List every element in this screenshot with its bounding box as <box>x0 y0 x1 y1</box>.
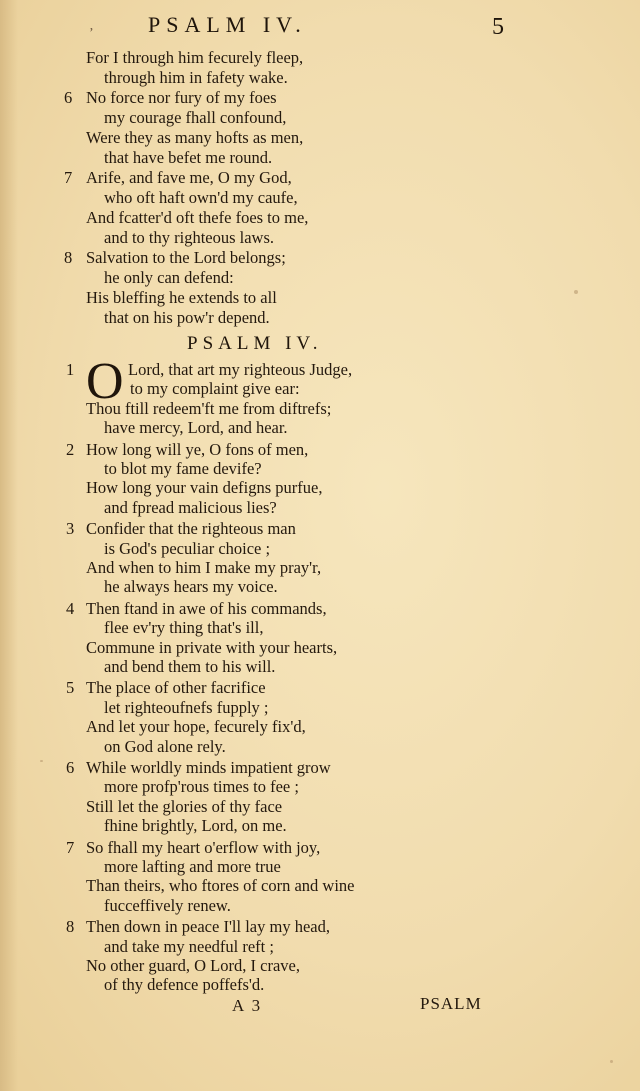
verse-line: Arife, and fave me, O my God, <box>86 168 292 187</box>
verse-line: and fpread malicious lies? <box>104 497 277 517</box>
verse-line: Confider that the righteous man <box>86 519 296 539</box>
verse-line: of thy defence poffefs'd. <box>104 975 265 995</box>
verse-line: who oft haft own'd my caufe, <box>104 188 298 207</box>
verse-line: His bleffing he extends to all <box>86 288 277 307</box>
verse-number: 5 <box>66 678 75 698</box>
verse-line: through him in fafety wake. <box>104 68 288 87</box>
verse-line: fucceffively renew. <box>104 895 231 915</box>
running-title: PSALM IV. <box>148 12 307 37</box>
verse-number: 7 <box>64 168 73 187</box>
verse-number: 3 <box>66 519 75 539</box>
verse-line: While worldly minds impatient grow <box>86 758 331 777</box>
verse-line: And fcatter'd oft thefe foes to me, <box>86 208 309 227</box>
verse-line: Lord, that art my righteous Judge, <box>128 360 353 379</box>
verse-line: and to thy righteous laws. <box>104 228 275 247</box>
verse-line: Still let the glories of thy face <box>86 796 283 816</box>
verse-number: 7 <box>66 837 75 857</box>
section-title: PSALM IV. <box>187 333 323 354</box>
verse-line: that on his pow'r depend. <box>104 308 270 327</box>
verse-line: Then ftand in awe of his commands, <box>86 598 327 618</box>
drop-capital: O <box>86 353 124 410</box>
verse-line: And when to him I make my pray'r, <box>86 558 322 577</box>
verse-line: he always hears my voice. <box>104 577 278 597</box>
verse-line: is God's peculiar choice ; <box>104 538 271 558</box>
running-head <box>0 12 640 42</box>
verse-number: 8 <box>66 917 75 937</box>
verse-line: flee ev'ry thing that's ill, <box>104 618 264 638</box>
verse-line: on God alone rely. <box>104 736 226 756</box>
paper-speck <box>610 1060 613 1063</box>
verse-line: How long your vain defigns purfue, <box>86 478 323 498</box>
verse-number: 4 <box>66 598 75 618</box>
verse-line: my courage fhall confound, <box>104 108 287 127</box>
verse-line: have mercy, Lord, and hear. <box>104 418 288 438</box>
margin-tick-mark: ʼ <box>89 26 94 41</box>
catchword: PSALM <box>420 994 482 1013</box>
verse-line: The place of other facrifice <box>86 678 266 698</box>
verse-line: fhine brightly, Lord, on me. <box>104 816 287 836</box>
verse-line: to my complaint give ear: <box>130 379 300 399</box>
verse-line: Than theirs, who ftores of corn and wine <box>86 876 355 896</box>
verse-line: and take my needful reft ; <box>104 936 274 956</box>
verse-line: How long will ye, O fons of men, <box>86 439 309 459</box>
verse-line: So fhall my heart o'erflow with joy, <box>86 837 321 857</box>
verse-number: 1 <box>66 360 75 379</box>
verse-line: No force nor fury of my foes <box>86 88 277 107</box>
verse-line: to blot my fame devife? <box>104 459 262 478</box>
paper-speck <box>40 760 43 762</box>
verse-line: more profp'rous times to fee ; <box>104 777 299 797</box>
verse-number: 6 <box>66 758 75 777</box>
verse-line: For I through him fecurely fleep, <box>86 48 304 67</box>
page-number: 5 <box>492 14 504 40</box>
verse-line: Salvation to the Lord belongs; <box>86 248 286 267</box>
verse-number: 2 <box>66 439 75 459</box>
verse-number: 8 <box>64 248 73 267</box>
verse-line: that have befet me round. <box>104 148 273 167</box>
verse-line: more lafting and more true <box>104 857 281 876</box>
paper-speck <box>574 290 578 294</box>
verse-line: and bend them to his will. <box>104 657 276 676</box>
verse-number: 6 <box>64 88 73 107</box>
verse-line: Were they as many hofts as men, <box>86 128 304 147</box>
verse-line: No other guard, O Lord, I crave, <box>86 956 300 975</box>
verse-line: he only can defend: <box>104 268 234 287</box>
verse-line: Then down in peace I'll lay my head, <box>86 917 330 937</box>
page-gutter-shadow <box>0 0 18 1091</box>
verse-line: Commune in private with your hearts, <box>86 637 338 657</box>
verse-line: let righteoufnefs fupply ; <box>104 697 269 717</box>
verse-line: Thou ftill redeem'ft me from diftrefs; <box>86 398 332 418</box>
signature-mark: A 3 <box>232 996 263 1015</box>
verse-line: And let your hope, fecurely fix'd, <box>86 717 306 737</box>
